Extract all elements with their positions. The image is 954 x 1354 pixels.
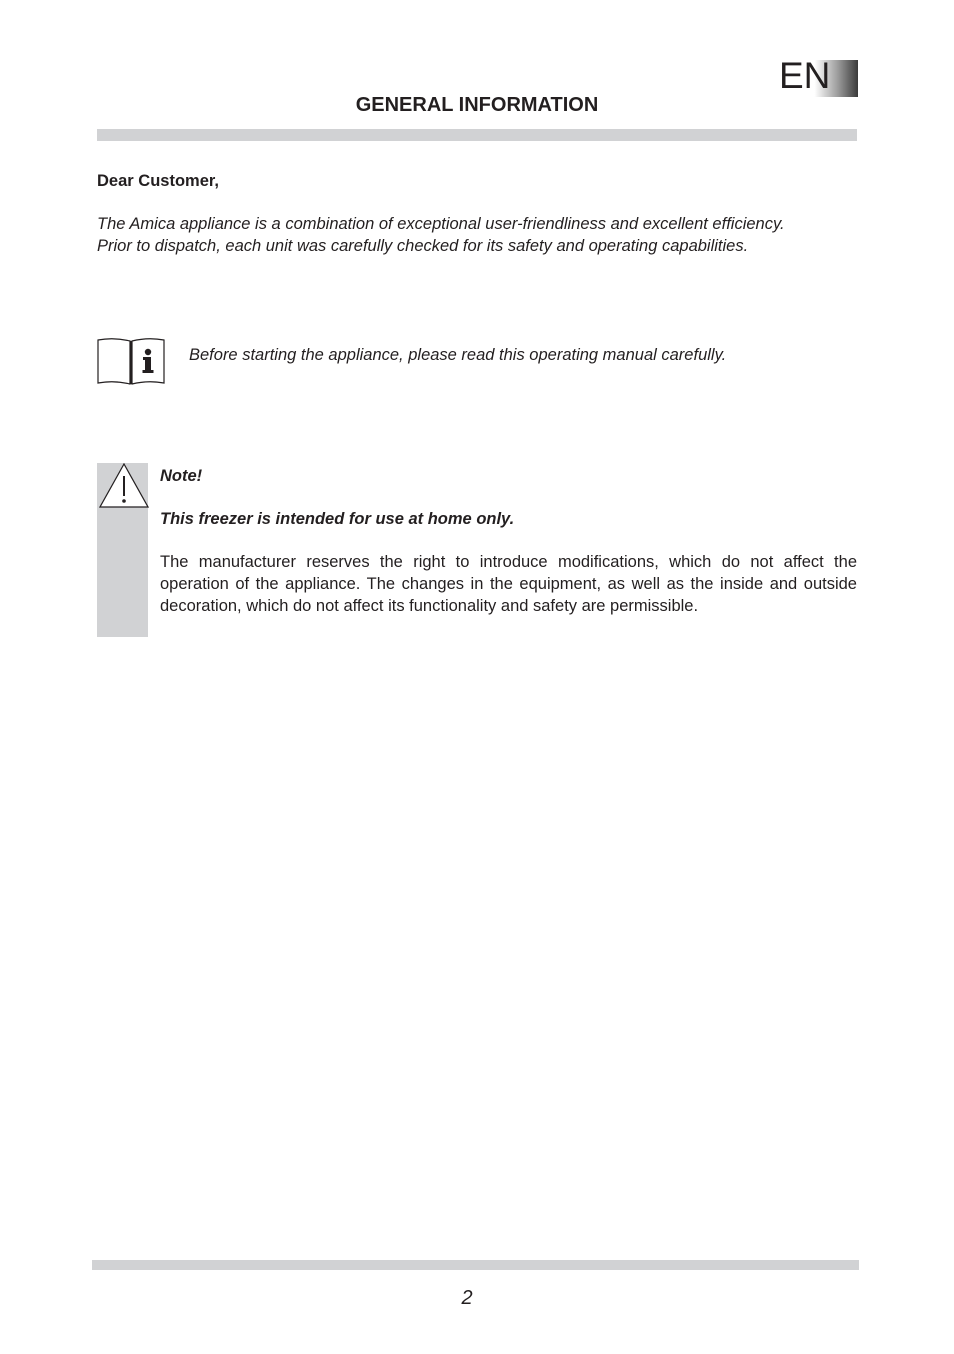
manual-notice-text: Before starting the appliance, please read this operating manual carefully. [189,346,727,364]
page-title: GENERAL INFORMATION [355,94,599,116]
intro-paragraph [97,213,867,257]
language-badge-label: EN [779,55,831,96]
warning-triangle-icon [99,463,149,509]
note-headline: This freezer is intended for use at home only. [160,510,515,528]
page-number: 2 [461,1287,473,1309]
note-label: Note! [160,467,203,485]
intro-line: Prior to dispatch, each unit was carefully checked for its safety and operating capabilities. [97,237,749,255]
footer-divider [92,1260,859,1270]
greeting: Dear Customer, [97,172,219,190]
language-badge [779,55,858,97]
manual-info-icon [97,337,165,385]
intro-line: The Amica appliance is a combination of exceptional user-friendliness and excellent efficiency. [97,215,785,233]
note-body: The manufacturer reserves the right to introduce modifications, which do not affect the operation of the appliance. The changes in the equipment, as well as the inside and outside decoration, which do not affect its functionality and safety are permissible. [160,553,857,615]
header-divider [97,129,857,141]
